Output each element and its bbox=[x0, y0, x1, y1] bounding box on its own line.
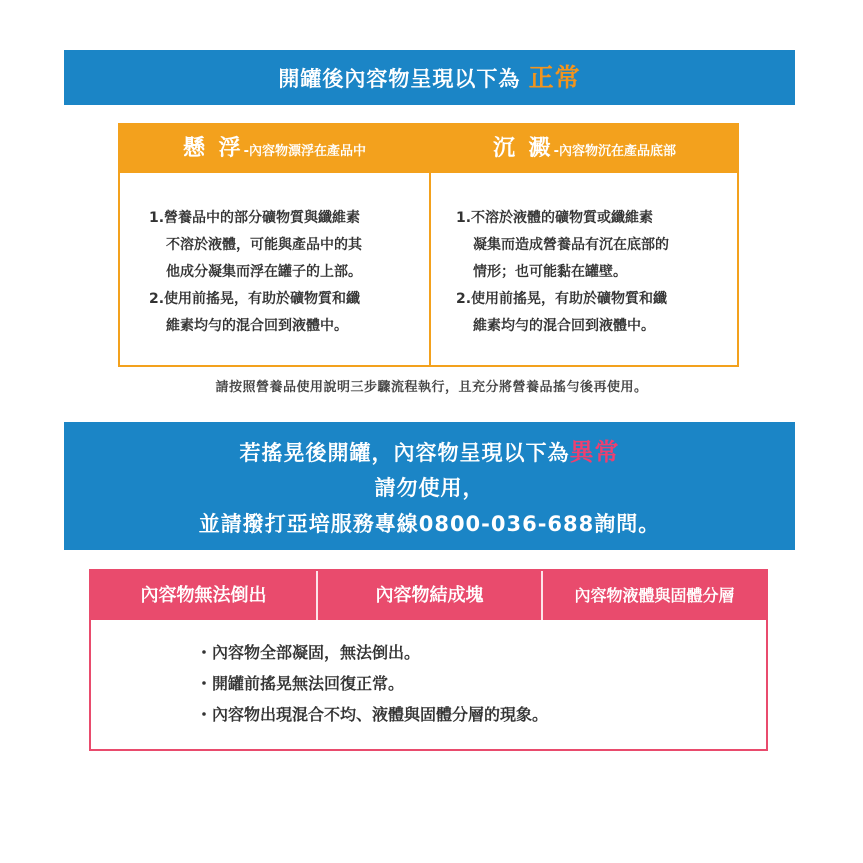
abnormal-banner-text: 若搖晃後開罐，內容物呈現以下為 bbox=[239, 441, 570, 465]
abnormal-tab: 內容物無法倒出 bbox=[140, 585, 267, 606]
abnormal-tab: 內容物結成塊 bbox=[375, 585, 484, 606]
sediment-line: 1.不溶於液體的礦物質或纖維素 bbox=[456, 210, 654, 226]
list-item: ・開罐前搖晃無法回復正常。 bbox=[196, 674, 405, 693]
normal-banner-text: 開罐後內容物呈現以下為 bbox=[278, 67, 521, 91]
suspension-line: 1.營養品中的部分礦物質與纖維素 bbox=[149, 210, 361, 226]
suspension-line: 不溶於液體，可能與產品中的其 bbox=[166, 237, 362, 253]
sediment-description bbox=[456, 205, 669, 340]
list-item: ・內容物出現混合不均、液體與固體分層的現象。 bbox=[196, 705, 549, 724]
abnormal-highlight: 異常 bbox=[569, 438, 620, 466]
abnormal-banner-line1 bbox=[64, 434, 795, 470]
sediment-line: 維素均勻的混合回到液體中。 bbox=[473, 318, 655, 334]
normal-status-banner bbox=[64, 50, 795, 105]
abnormal-conditions-box bbox=[89, 569, 768, 751]
sediment-subtitle: -內容物沉在產品底部 bbox=[553, 144, 677, 159]
instruction-note: 請按照營養品使用說明三步驟流程執行，且充分將營養品搖勻後再使用。 bbox=[215, 380, 648, 395]
suspension-line: 他成分凝集而浮在罐子的上部。 bbox=[166, 264, 362, 280]
sediment-line: 2.使用前搖晃，有助於礦物質和纖 bbox=[456, 291, 668, 307]
abnormal-conditions-header bbox=[91, 571, 766, 620]
suspension-description bbox=[149, 205, 362, 340]
abnormal-status-banner bbox=[64, 422, 795, 550]
suspension-heading bbox=[120, 125, 429, 173]
suspension-subtitle: -內容物漂浮在產品中 bbox=[243, 144, 367, 159]
suspension-line: 2.使用前搖晃，有助於礦物質和纖 bbox=[149, 291, 361, 307]
sediment-title: 沉 澱 bbox=[492, 136, 554, 161]
normal-conditions-box bbox=[118, 123, 739, 367]
abnormal-banner-line2: 請勿使用， bbox=[374, 476, 485, 500]
abnormal-tab: 內容物液體與固體分層 bbox=[574, 586, 735, 605]
sediment-line: 凝集而造成營養品有沉在底部的 bbox=[473, 237, 669, 253]
abnormal-items-list bbox=[196, 637, 548, 730]
normal-highlight: 正常 bbox=[528, 63, 581, 92]
sediment-line: 情形；也可能黏在罐壁。 bbox=[473, 264, 627, 280]
suspension-line: 維素均勻的混合回到液體中。 bbox=[166, 318, 348, 334]
list-item: ・內容物全部凝固，無法倒出。 bbox=[196, 643, 421, 662]
sediment-heading bbox=[430, 125, 739, 173]
suspension-title: 懸 浮 bbox=[182, 136, 244, 161]
abnormal-banner-line3: 並請撥打亞培服務專線0800-036-688詢問。 bbox=[198, 512, 661, 536]
